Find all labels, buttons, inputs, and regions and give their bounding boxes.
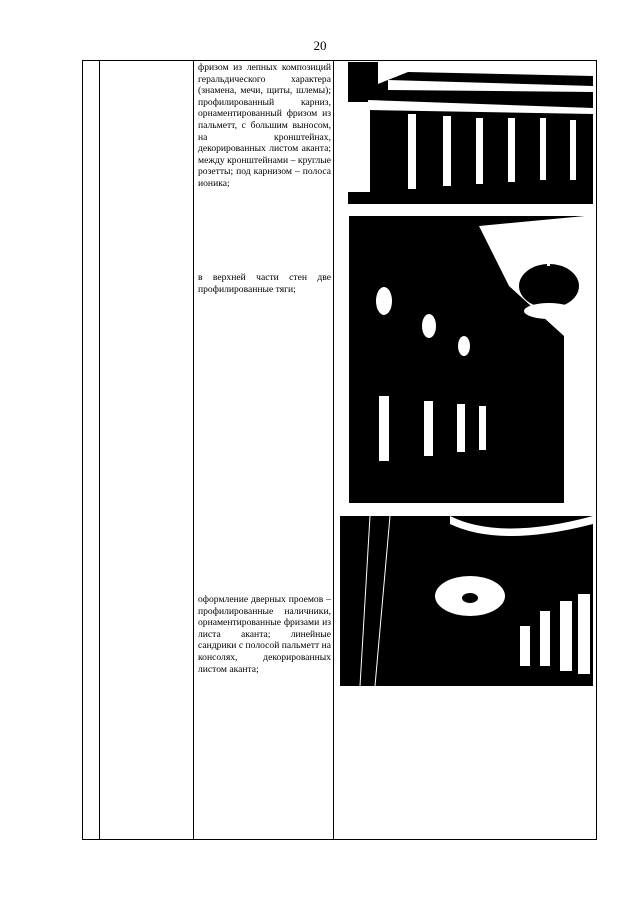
page-number: 20 bbox=[313, 38, 327, 53]
column-divider bbox=[99, 61, 100, 839]
column-divider bbox=[333, 61, 334, 839]
paragraph-upper-walls: в верхней части стен две профилированные тяги; bbox=[198, 272, 331, 295]
paragraph-doorways: оформление дверных проемов – профилированные наличники, орнаментированные фризами из листа аканта; линейные сандрики с полосой пальметт на консолях, декорированных листом аканта; bbox=[198, 594, 331, 675]
hall-chandelier-photo bbox=[349, 216, 585, 503]
ceiling-chandelier-photo bbox=[340, 516, 593, 686]
column-divider bbox=[193, 61, 194, 839]
colonnade-cornice-photo bbox=[348, 62, 593, 204]
paragraph-facade-frieze: фризом из лепных композиций геральдического характера (знамена, мечи, щиты, шлемы); профилированный карниз, орнаментированный фризом из пальметт, с большим выносом, на кронштейнах, декорированных листом аканта; между кронштейнами – круглые розетты; под карнизом – полоса ионика; bbox=[198, 62, 331, 189]
